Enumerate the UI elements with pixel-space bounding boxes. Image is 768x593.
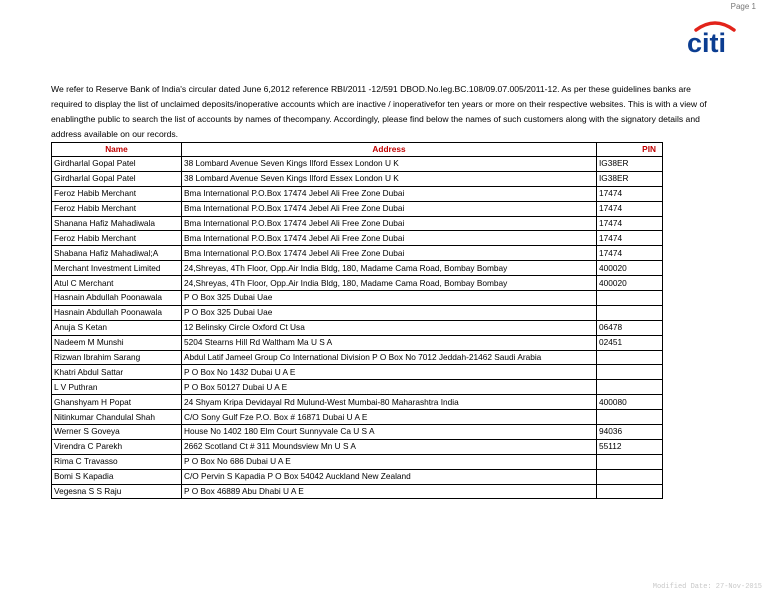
- address-cell: Bma International P.O.Box 17474 Jebel Ali Free Zone Dubai: [182, 231, 597, 246]
- table-row: [52, 246, 663, 261]
- table-row: [52, 484, 663, 499]
- name-cell: Vegesna S S Raju: [52, 484, 182, 499]
- pin-cell: [597, 350, 663, 365]
- address-cell: 5204 Stearns Hill Rd Waltham Ma U S A: [182, 335, 597, 350]
- pin-cell: 94036: [597, 425, 663, 440]
- address-cell: 24,Shreyas, 4Th Floor, Opp.Air India Bldg, 180, Madame Cama Road, Bombay Bombay: [182, 276, 597, 291]
- table-row: [52, 171, 663, 186]
- name-cell: Anuja S Ketan: [52, 320, 182, 335]
- name-cell: Shabana Hafiz Mahadiwal;A: [52, 246, 182, 261]
- name-cell: Rima C Travasso: [52, 454, 182, 469]
- table-header-row: [52, 143, 663, 157]
- pin-cell: [597, 410, 663, 425]
- address-cell: P O Box No 686 Dubai U A E: [182, 454, 597, 469]
- address-cell: P O Box 325 Dubai Uae: [182, 291, 597, 306]
- name-cell: Merchant Investment Limited: [52, 261, 182, 276]
- table-row: [52, 410, 663, 425]
- name-cell: Girdharlal Gopal Patel: [52, 171, 182, 186]
- table-row: [52, 365, 663, 380]
- name-cell: Hasnain Abdullah Poonawala: [52, 305, 182, 320]
- address-cell: 38 Lombard Avenue Seven Kings Ilford Essex London U K: [182, 157, 597, 172]
- name-cell: Feroz Habib Merchant: [52, 231, 182, 246]
- table-row: [52, 186, 663, 201]
- table-row: [52, 439, 663, 454]
- name-cell: Girdharlal Gopal Patel: [52, 157, 182, 172]
- table-row: [52, 425, 663, 440]
- table-row: [52, 261, 663, 276]
- address-cell: Bma International P.O.Box 17474 Jebel Ali Free Zone Dubai: [182, 216, 597, 231]
- name-cell: Atul C Merchant: [52, 276, 182, 291]
- address-cell: P O Box No 1432 Dubai U A E: [182, 365, 597, 380]
- table-row: [52, 157, 663, 172]
- name-cell: L V Puthran: [52, 380, 182, 395]
- address-cell: P O Box 46889 Abu Dhabi U A E: [182, 484, 597, 499]
- pin-cell: 55112: [597, 439, 663, 454]
- pin-cell: 17474: [597, 231, 663, 246]
- table-row: [52, 201, 663, 216]
- name-cell: Feroz Habib Merchant: [52, 186, 182, 201]
- pin-cell: [597, 380, 663, 395]
- table-row: [52, 276, 663, 291]
- intro-paragraph: We refer to Reserve Bank of India's circular dated June 6,2012 reference RBI/2011 -12/591 DBOD.No.leg.BC.108/09.07.005/2011-12. As per these guidelines banks are required to display the list of unclaimed deposits/inoperative accounts which are inactive / inoperativefor ten years or more on their respective websites. This is with a view of enablingthe public to search the list of accounts by names of thecompany. Accordingly, please find below the names of such customers along with the signatory details and address available on our records.: [51, 84, 707, 139]
- table-row: [52, 350, 663, 365]
- table-row: [52, 231, 663, 246]
- pin-column-header: PIN: [597, 143, 663, 157]
- address-cell: 24,Shreyas, 4Th Floor, Opp.Air India Bldg, 180, Madame Cama Road, Bombay Bombay: [182, 261, 597, 276]
- pin-cell: [597, 305, 663, 320]
- pin-cell: [597, 365, 663, 380]
- name-column-header: Name: [52, 143, 182, 157]
- pin-cell: 17474: [597, 216, 663, 231]
- pin-cell: [597, 291, 663, 306]
- address-cell: C/O Sony Gulf Fze P.O. Box # 16871 Dubai U A E: [182, 410, 597, 425]
- address-cell: P O Box 50127 Dubai U A E: [182, 380, 597, 395]
- name-cell: Khatri Abdul Sattar: [52, 365, 182, 380]
- pin-cell: 400020: [597, 261, 663, 276]
- address-cell: C/O Pervin S Kapadia P O Box 54042 Auckland New Zealand: [182, 469, 597, 484]
- address-cell: 12 Belinsky Circle Oxford Ct Usa: [182, 320, 597, 335]
- pin-cell: IG38ER: [597, 157, 663, 172]
- address-cell: Bma International P.O.Box 17474 Jebel Ali Free Zone Dubai: [182, 201, 597, 216]
- pin-cell: 17474: [597, 246, 663, 261]
- pin-cell: [597, 469, 663, 484]
- address-cell: Bma International P.O.Box 17474 Jebel Ali Free Zone Dubai: [182, 246, 597, 261]
- address-cell: 2662 Scotland Ct # 311 Moundsview Mn U S A: [182, 439, 597, 454]
- table-row: [52, 454, 663, 469]
- address-cell: 24 Shyam Kripa Devidayal Rd Mulund-West Mumbai-80 Maharashtra India: [182, 395, 597, 410]
- citi-logo: [686, 18, 744, 54]
- name-cell: Nitinkumar Chandulal Shah: [52, 410, 182, 425]
- table-row: [52, 395, 663, 410]
- name-cell: Werner S Goveya: [52, 425, 182, 440]
- pin-cell: 02451: [597, 335, 663, 350]
- pin-cell: IG38ER: [597, 171, 663, 186]
- name-cell: Hasnain Abdullah Poonawala: [52, 291, 182, 306]
- pin-cell: 17474: [597, 201, 663, 216]
- address-column-header: Address: [182, 143, 597, 157]
- pin-cell: 17474: [597, 186, 663, 201]
- modified-date: Modified Date: 27-Nov-2015: [652, 583, 762, 591]
- table-row: [52, 291, 663, 306]
- pin-cell: [597, 484, 663, 499]
- name-cell: Nadeem M Munshi: [52, 335, 182, 350]
- table-row: [52, 320, 663, 335]
- pin-cell: 400080: [597, 395, 663, 410]
- address-cell: P O Box 325 Dubai Uae: [182, 305, 597, 320]
- table-row: [52, 380, 663, 395]
- pin-cell: 400020: [597, 276, 663, 291]
- address-cell: 38 Lombard Avenue Seven Kings Ilford Essex London U K: [182, 171, 597, 186]
- name-cell: Feroz Habib Merchant: [52, 201, 182, 216]
- address-cell: Bma International P.O.Box 17474 Jebel Ali Free Zone Dubai: [182, 186, 597, 201]
- address-cell: Abdul Latif Jameel Group Co International Division P O Box No 7012 Jeddah-21462 Saudi Arabia: [182, 350, 597, 365]
- table-row: [52, 469, 663, 484]
- pin-cell: [597, 454, 663, 469]
- pin-cell: 06478: [597, 320, 663, 335]
- name-cell: Virendra C Parekh: [52, 439, 182, 454]
- unclaimed-accounts-table: [51, 142, 663, 499]
- name-cell: Ghanshyam H Popat: [52, 395, 182, 410]
- page-number-label: Page 1: [730, 2, 756, 11]
- name-cell: Shanana Hafiz Mahadiwala: [52, 216, 182, 231]
- address-cell: House No 1402 180 Elm Court Sunnyvale Ca U S A: [182, 425, 597, 440]
- name-cell: Rizwan Ibrahim Sarang: [52, 350, 182, 365]
- table-row: [52, 305, 663, 320]
- name-cell: Bomi S Kapadia: [52, 469, 182, 484]
- svg-text:citi: citi: [687, 28, 727, 54]
- table-row: [52, 335, 663, 350]
- table-row: [52, 216, 663, 231]
